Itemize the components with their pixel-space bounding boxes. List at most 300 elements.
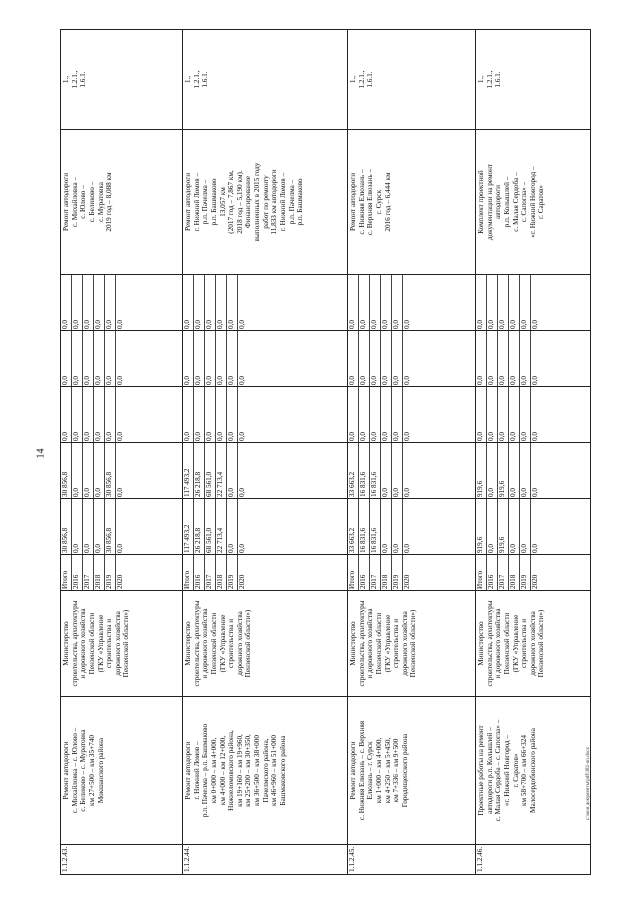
- measure-name: [61, 697, 183, 845]
- executor-line: дорожного хозяйства: [528, 611, 537, 676]
- year-column-value: 2018: [509, 555, 520, 590]
- finance-col4: [183, 331, 348, 387]
- finance-col5-value: 0,0: [498, 275, 509, 330]
- expected-result-line: р.п. Пачелма –: [287, 179, 296, 225]
- year-column-value: 2020: [531, 574, 539, 589]
- executor: [61, 591, 183, 697]
- finance-col4-value: 0,0: [531, 376, 539, 385]
- executor-line: и дорожного хозяйства: [494, 608, 503, 679]
- finance-col5-value: 0,0: [476, 275, 487, 330]
- expected-result-line: автодороги: [494, 184, 503, 220]
- finance-col2-value: 0,0: [227, 443, 238, 498]
- finance-col3-value: 0,0: [348, 387, 359, 442]
- year-column-value: Итого: [183, 555, 194, 590]
- measure-name-line: Пачелмского района,: [261, 738, 270, 803]
- year-column: [183, 555, 348, 591]
- measure-name: [476, 697, 591, 845]
- finance-col2-value: 0,0: [487, 443, 498, 498]
- finance-col3-value: 0,0: [216, 387, 227, 442]
- finance-col2-value: 0,0: [403, 488, 411, 497]
- measure-name-line: км 7+336 – км 9+500: [392, 738, 401, 803]
- finance-col3-value: 0,0: [105, 387, 116, 442]
- finance-col2-value: 0,0: [83, 443, 94, 498]
- finance-col5-value: 0,0: [359, 275, 370, 330]
- measure-name-line: с. Нижняя Елюзань – с. Верхняя: [357, 720, 366, 821]
- finance-col3-value: 0,0: [370, 387, 381, 442]
- row-number: 1.1.2.45.: [348, 845, 476, 875]
- year-column-value: 2017: [498, 555, 509, 590]
- finance-col5-value: 0,0: [348, 275, 359, 330]
- year-column-value: 2018: [94, 555, 105, 590]
- row-number: 1.1.2.43.: [61, 845, 183, 875]
- finance-col1-value: 0,0: [72, 499, 83, 554]
- expected-result-line: р.п. Пачелма –: [201, 179, 210, 225]
- finance-col1-value: 68 561,0: [205, 499, 216, 554]
- executor-line: строительства и: [392, 618, 401, 669]
- finance-col4-value: 0,0: [227, 331, 238, 386]
- finance-col5-value: 0,0: [487, 275, 498, 330]
- executor-line: Министерство: [184, 621, 192, 666]
- finance-col4-value: 0,0: [116, 376, 124, 385]
- measure-name-line: Мокшанского района: [96, 737, 105, 804]
- finance-col3: [348, 387, 476, 443]
- year-column-value: 2020: [403, 574, 411, 589]
- year-column-value: 2019: [227, 555, 238, 590]
- finance-col3-value: 0,0: [531, 432, 539, 441]
- finance-col5: [61, 275, 183, 331]
- measure-name-line: р.п. Пачелма – р.п. Башмаково: [201, 723, 210, 818]
- measure-name-line: Ремонт автодороги: [349, 741, 357, 800]
- finance-col5-value: 0,0: [392, 275, 403, 330]
- finance-col2: [476, 443, 591, 499]
- measure-name-line: с. Беликово – с. Муратовка: [79, 729, 88, 812]
- finance-col2: [183, 443, 348, 499]
- measure-name-line: с. Михайловка – с. Юлово –: [70, 727, 79, 814]
- finance-col2-value: 16 831,6: [370, 443, 381, 498]
- finance-col5-value: 0,0: [94, 275, 105, 330]
- year-column: [348, 555, 476, 591]
- year-column-value: 2017: [370, 555, 381, 590]
- indicator-refs: [61, 30, 183, 130]
- finance-col1: [348, 499, 476, 555]
- finance-col1-value: 0,0: [83, 499, 94, 554]
- finance-col2: [61, 443, 183, 499]
- finance-col4-value: 0,0: [359, 331, 370, 386]
- finance-col2-value: 0,0: [381, 443, 392, 498]
- executor-line: (ГКУ «Управление: [383, 614, 392, 673]
- expected-result-line: Комплект проектной: [477, 170, 485, 234]
- finance-col1-value: 0,0: [531, 544, 539, 553]
- finance-col1-value: 0,0: [381, 499, 392, 554]
- finance-col1: [476, 499, 591, 555]
- measure-name-line: км 4+000 – км 12+000,: [218, 735, 227, 806]
- measure-name-line: км 19+160 – км 19+960,: [235, 734, 244, 807]
- measure-name-line: Ремонт автодороги: [184, 741, 192, 800]
- executor-line: и дорожного хозяйства: [79, 608, 88, 679]
- expected-result-line: с. Юлово –: [79, 185, 88, 219]
- finance-col4: [61, 331, 183, 387]
- expected-result-line: г. Нижний Ломов –: [279, 172, 288, 232]
- finance-col3-value: 0,0: [116, 432, 124, 441]
- expected-result-line: г. Сурск: [374, 189, 383, 215]
- indicator-refs: [348, 30, 476, 130]
- finance-col3-value: 0,0: [227, 387, 238, 442]
- executor-line: и дорожного хозяйства: [366, 608, 375, 679]
- executor-line: Министерство: [477, 621, 485, 666]
- expected-result-line: Ремонт автодороги: [184, 172, 192, 232]
- measure-name-line: г. Нижний Ломов –: [192, 741, 201, 800]
- finance-col2-value: 68 561,0: [205, 443, 216, 498]
- finance-col3-value: 0,0: [205, 387, 216, 442]
- expected-result-line: г. Саратов»: [537, 185, 546, 219]
- finance-col5-value: 0,0: [72, 275, 83, 330]
- executor-line: Пензенской области»): [537, 609, 546, 678]
- finance-col2-value: 0,0: [94, 443, 105, 498]
- year-column-value: 2016: [487, 555, 498, 590]
- finance-col1-value: 0,0: [520, 499, 531, 554]
- executor-line: и дорожного хозяйства: [201, 608, 210, 679]
- finance-col3-value: 0,0: [520, 387, 531, 442]
- finance-col2-value: 117 493,2: [183, 443, 194, 498]
- finance-col2: [348, 443, 476, 499]
- finance-col2-value: 0,0: [531, 488, 539, 497]
- expected-result-line: с. Муратовка: [96, 182, 105, 222]
- finance-col2-value: 0,0: [116, 488, 124, 497]
- finance-col3-value: 0,0: [381, 387, 392, 442]
- finance-col5-value: 0,0: [381, 275, 392, 330]
- expected-result-line: 2019 год – 8,088 км: [105, 172, 114, 232]
- finance-col5-value: 0,0: [216, 275, 227, 330]
- finance-col4-value: 0,0: [381, 331, 392, 386]
- finance-col4-value: 0,0: [348, 331, 359, 386]
- executor: [183, 591, 348, 697]
- expected-result-line: с. Малая Сердоба –: [511, 172, 520, 232]
- expected-result-line: с. Нижняя Елюзань –: [357, 169, 366, 235]
- expected-result-line: 2018 год – 5,190 км).: [235, 170, 244, 234]
- finance-col3-value: 0,0: [194, 387, 205, 442]
- measure-name-line: км 27+500 – км 35+740: [87, 735, 96, 806]
- finance-col1-value: 33 663,2: [348, 499, 359, 554]
- finance-col1-value: 919,6: [476, 499, 487, 554]
- year-column-value: 2020: [116, 574, 124, 589]
- finance-col2-value: 26 218,8: [194, 443, 205, 498]
- finance-col4-value: 0,0: [520, 331, 531, 386]
- measure-name: [183, 697, 348, 845]
- expected-result-line: «г. Нижний Новгород –: [528, 166, 537, 238]
- finance-col3: [476, 387, 591, 443]
- executor-line: Пензенской области: [502, 612, 511, 675]
- expected-result-line: документации на ремонт: [485, 163, 494, 241]
- finance-col4-value: 0,0: [183, 331, 194, 386]
- year-column: [61, 555, 183, 591]
- finance-col5-value: 0,0: [105, 275, 116, 330]
- finance-col4-value: 0,0: [72, 331, 83, 386]
- expected-result-line: с. Верхняя Елюзань –: [366, 168, 375, 236]
- finance-col4: [348, 331, 476, 387]
- executor-line: (ГКУ «Управление: [218, 614, 227, 673]
- executor-line: Министерство: [62, 621, 70, 666]
- finance-col3-value: 0,0: [72, 387, 83, 442]
- executor-line: дорожного хозяйства: [400, 611, 409, 676]
- finance-col1-value: 30 856,8: [61, 499, 72, 554]
- finance-col2-value: 22 713,4: [216, 443, 227, 498]
- expected-result-line: 11,833 км автодороги: [270, 169, 279, 235]
- finance-col3: [183, 387, 348, 443]
- finance-col1-value: 919,6: [498, 499, 509, 554]
- expected-result-line: р.п. Башмаково: [296, 178, 305, 226]
- measure-name: [348, 697, 476, 845]
- finance-col2-value: 0,0: [72, 443, 83, 498]
- finance-col1-value: 0,0: [238, 544, 246, 553]
- finance-col5-value: 0,0: [227, 275, 238, 330]
- executor-line: строительства и: [227, 618, 236, 669]
- measure-name-line: Елюзань – г. Сурск: [366, 741, 375, 800]
- finance-col5-value: 0,0: [83, 275, 94, 330]
- indicator-refs: [476, 30, 591, 130]
- finance-col4-value: 0,0: [61, 331, 72, 386]
- year-column-value: 2019: [520, 555, 531, 590]
- year-column-value: 2017: [205, 555, 216, 590]
- finance-col5-value: 0,0: [183, 275, 194, 330]
- table-row: [476, 30, 591, 875]
- expected-result-line: Ремонт автодороги: [349, 172, 357, 232]
- footer-path: c:\мои документы\pdf\382-пп.docx: [586, 747, 591, 820]
- finance-col5: [476, 275, 591, 331]
- expected-result: [183, 130, 348, 275]
- executor-line: дорожного хозяйства: [113, 611, 122, 676]
- measure-name-line: км 36+500 – км 38+000: [253, 735, 262, 806]
- year-column-value: Итого: [348, 555, 359, 590]
- measure-name-line: км 25+200 – км 30+350,: [244, 734, 253, 807]
- finance-col3-value: 0,0: [359, 387, 370, 442]
- row-number: 1.1.2.46.: [476, 845, 591, 875]
- executor-line: Пензенской области: [87, 612, 96, 675]
- indicator-refs-line: 1.2.1.,: [192, 70, 201, 89]
- indicator-refs-line: 1.6.1.: [79, 71, 88, 88]
- table-row: [183, 30, 348, 875]
- finance-col4-value: 0,0: [498, 331, 509, 386]
- measure-name-line: Башмаковского района: [279, 735, 288, 806]
- finance-col1-value: 0,0: [116, 544, 124, 553]
- measure-name-line: «г. Нижний Новгород –: [502, 734, 511, 807]
- executor-line: строительства, архитектуры: [357, 600, 366, 687]
- expected-result: [348, 130, 476, 275]
- finance-col5-value: 0,0: [509, 275, 520, 330]
- finance-col5-value: 0,0: [238, 320, 246, 329]
- expected-result-line: с. Беликово –: [87, 181, 96, 223]
- year-column-value: 2016: [194, 555, 205, 590]
- expected-result-line: 2016 год – 6,444 км: [383, 172, 392, 232]
- finance-col3-value: 0,0: [509, 387, 520, 442]
- year-column-value: 2018: [216, 555, 227, 590]
- measure-name-line: г. Саратов»: [511, 753, 520, 788]
- year-column: [476, 555, 591, 591]
- finance-col2-value: 0,0: [509, 443, 520, 498]
- indicator-refs-line: 1.6.1.: [201, 71, 210, 88]
- finance-col5-value: 0,0: [403, 320, 411, 329]
- executor-line: (ГКУ «Управление: [96, 614, 105, 673]
- document-table-rotated: [60, 30, 590, 875]
- year-column-value: 2016: [72, 555, 83, 590]
- finance-col2-value: 30 856,8: [61, 443, 72, 498]
- executor-line: строительства и: [520, 618, 529, 669]
- finance-col3-value: 0,0: [498, 387, 509, 442]
- finance-col5: [348, 275, 476, 331]
- indicator-refs: [183, 30, 348, 130]
- year-column-value: 2019: [105, 555, 116, 590]
- executor-line: Пензенской области: [209, 612, 218, 675]
- finance-col2-value: 919,6: [498, 443, 509, 498]
- finance-col2-value: 33 663,2: [348, 443, 359, 498]
- finance-col1-value: 30 856,8: [105, 499, 116, 554]
- finance-col4-value: 0,0: [83, 331, 94, 386]
- expected-result-line: р.п. Башмаково: [209, 178, 218, 226]
- finance-col1-value: 0,0: [509, 499, 520, 554]
- finance-col4-value: 0,0: [205, 331, 216, 386]
- measure-name-line: с. Малая Сердоба – с. Сапогла» –: [494, 719, 503, 822]
- finance-col4-value: 0,0: [487, 331, 498, 386]
- executor: [476, 591, 591, 697]
- finance-col1-value: 0,0: [94, 499, 105, 554]
- expected-result: [476, 130, 591, 275]
- executor-line: строительства, архитектуры: [70, 600, 79, 687]
- executor-line: Пензенской области: [374, 612, 383, 675]
- measure-name-line: Ремонт автодороги: [62, 741, 70, 800]
- finance-col3-value: 0,0: [392, 387, 403, 442]
- measure-name-line: Проектные работы на ремонт: [477, 725, 485, 816]
- year-column-value: Итого: [476, 555, 487, 590]
- finance-col5-value: 0,0: [194, 275, 205, 330]
- finance-col3-value: 0,0: [238, 432, 246, 441]
- finance-col1-value: 26 218,8: [194, 499, 205, 554]
- finance-col2-value: 919,6: [476, 443, 487, 498]
- expected-result-line: Ремонт автодороги: [62, 172, 70, 232]
- finance-col5-value: 0,0: [61, 275, 72, 330]
- expected-result-line: с. Михайловка –: [70, 176, 79, 228]
- executor: [348, 591, 476, 697]
- expected-result-line: г. Нижний Ломов –: [192, 172, 201, 232]
- year-column-value: 2016: [359, 555, 370, 590]
- executor-line: строительства и: [105, 618, 114, 669]
- measure-name-line: км 58+700 – км 66+324: [520, 735, 529, 806]
- executor-line: строительства, архитектуры: [192, 600, 201, 687]
- measure-name-line: км 0+000 – км 4+000,: [209, 737, 218, 804]
- executor-line: Пензенской области»): [244, 609, 253, 678]
- finance-col5-value: 0,0: [116, 320, 124, 329]
- finance-col4-value: 0,0: [403, 376, 411, 385]
- finance-col5-value: 0,0: [520, 275, 531, 330]
- year-column-value: Итого: [61, 555, 72, 590]
- page-number: 14: [35, 448, 47, 459]
- finance-col2-value: 16 831,6: [359, 443, 370, 498]
- indicator-refs-line: 1.,: [349, 75, 357, 84]
- finance-col1-value: 22 713,4: [216, 499, 227, 554]
- year-column-value: 2017: [83, 555, 94, 590]
- finance-col1-value: 117 493,2: [183, 499, 194, 554]
- finance-col2-value: 0,0: [520, 443, 531, 498]
- expected-result: [61, 130, 183, 275]
- indicator-refs-line: 1.2.1.,: [70, 70, 79, 89]
- indicator-refs-line: 1.,: [477, 75, 485, 84]
- finance-col1: [183, 499, 348, 555]
- expected-result-line: 13,057 км: [218, 187, 227, 217]
- finance-col1-value: 0,0: [403, 544, 411, 553]
- program-table: [60, 29, 591, 875]
- expected-result-line: работ по ремонту: [261, 175, 270, 229]
- indicator-refs-line: 1.2.1.,: [357, 70, 366, 89]
- measure-name-line: км 1+000 – км 4+000,: [374, 737, 383, 804]
- executor-line: Пензенской области»): [122, 609, 131, 678]
- finance-col4-value: 0,0: [370, 331, 381, 386]
- measure-name-line: км 4+250 – км 5+450,: [383, 737, 392, 804]
- finance-col3-value: 0,0: [403, 432, 411, 441]
- finance-col5: [183, 275, 348, 331]
- finance-col4-value: 0,0: [105, 331, 116, 386]
- indicator-refs-line: 1.2.1.,: [485, 70, 494, 89]
- measure-name-line: км 46+960 – км 51+000: [270, 735, 279, 806]
- finance-col4-value: 0,0: [238, 376, 246, 385]
- finance-col1-value: 0,0: [487, 499, 498, 554]
- finance-col3-value: 0,0: [94, 387, 105, 442]
- executor-line: (ГКУ «Управление: [511, 614, 520, 673]
- finance-col4-value: 0,0: [392, 331, 403, 386]
- finance-col4-value: 0,0: [94, 331, 105, 386]
- finance-col4-value: 0,0: [194, 331, 205, 386]
- expected-result-line: выполненных в 2015 году: [253, 162, 262, 242]
- finance-col3-value: 0,0: [183, 387, 194, 442]
- expected-result-line: (2017 год – 7,867 км,: [227, 170, 236, 234]
- indicator-refs-line: 1.6.1.: [366, 71, 375, 88]
- table-row: [348, 30, 476, 875]
- finance-col2-value: 0,0: [238, 488, 246, 497]
- finance-col3: [61, 387, 183, 443]
- indicator-refs-line: 1.,: [62, 75, 70, 84]
- finance-col3-value: 0,0: [61, 387, 72, 442]
- executor-line: Пензенской области»): [409, 609, 418, 678]
- finance-col1: [61, 499, 183, 555]
- measure-name-line: Городищенского района: [400, 733, 409, 808]
- expected-result-line: с. Сапогла» –: [520, 181, 529, 223]
- finance-col5-value: 0,0: [205, 275, 216, 330]
- measure-name-line: Нижнеломовского района,: [227, 730, 236, 811]
- finance-col4-value: 0,0: [476, 331, 487, 386]
- measure-name-line: автодороги р.п. Колышлей –: [485, 727, 494, 814]
- year-column-value: 2020: [238, 574, 246, 589]
- executor-line: строительства, архитектуры: [485, 600, 494, 687]
- finance-col5-value: 0,0: [370, 275, 381, 330]
- measure-name-line: Малосердобинского района: [528, 728, 537, 813]
- finance-col3-value: 0,0: [487, 387, 498, 442]
- finance-col4-value: 0,0: [509, 331, 520, 386]
- row-number: 1.1.2.44.: [183, 845, 348, 875]
- indicator-refs-line: 1.,: [184, 75, 192, 84]
- table-row: [61, 30, 183, 875]
- finance-col5-value: 0,0: [531, 320, 539, 329]
- finance-col4-value: 0,0: [216, 331, 227, 386]
- finance-col1-value: 0,0: [227, 499, 238, 554]
- finance-col1-value: 16 831,6: [359, 499, 370, 554]
- expected-result-line: р.п. Колышлей –: [502, 176, 511, 228]
- executor-line: дорожного хозяйства: [235, 611, 244, 676]
- finance-col2-value: 0,0: [392, 443, 403, 498]
- finance-col1-value: 0,0: [392, 499, 403, 554]
- finance-col4: [476, 331, 591, 387]
- year-column-value: 2018: [381, 555, 392, 590]
- finance-col3-value: 0,0: [83, 387, 94, 442]
- year-column-value: 2019: [392, 555, 403, 590]
- finance-col1-value: 16 831,6: [370, 499, 381, 554]
- expected-result-line: Финансирование: [244, 176, 253, 229]
